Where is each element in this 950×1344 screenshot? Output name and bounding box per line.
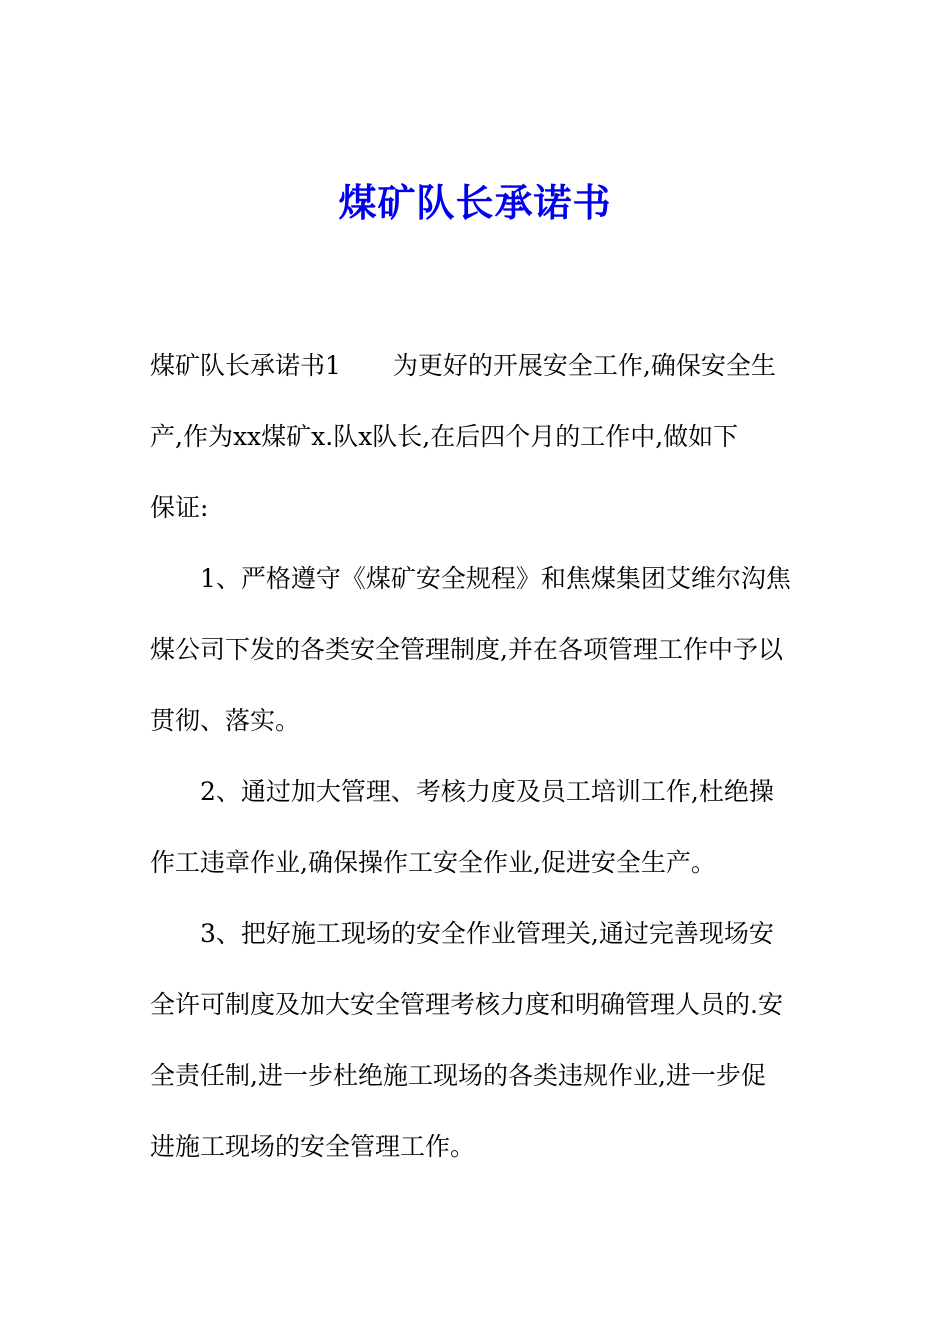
item3-line-1: 3、把好施工现场的安全作业管理关,通过完善现场安 [200, 919, 774, 948]
item1-line-2: 煤公司下发的各类安全管理制度,并在各项管理工作中予以 [150, 635, 783, 664]
intro-line-2: 产,作为xx煤矿x.队x队长,在后四个月的工作中,做如下 [150, 422, 739, 451]
intro-heading: 煤矿队长承诺书1 [150, 351, 341, 380]
intro-line-3: 保证: [150, 493, 209, 522]
intro-text-1: 为更好的开展安全工作,确保安全生 [392, 351, 776, 380]
item2-line-2: 作工违章作业,确保操作工安全作业,促进安全生产。 [150, 848, 716, 877]
item1-line-1: 1、严格遵守《煤矿安全规程》和焦煤集团艾维尔沟焦 [200, 564, 791, 593]
item1-line-3: 贯彻、落实。 [150, 706, 301, 735]
item2-line-1: 2、通过加大管理、考核力度及员工培训工作,杜绝操 [200, 777, 774, 806]
item3-line-4: 进施工现场的安全管理工作。 [150, 1132, 476, 1161]
item3-line-3: 全责任制,进一步杜绝施工现场的各类违规作业,进一步促 [150, 1061, 766, 1090]
document-title: 煤矿队长承诺书 [338, 180, 612, 225]
item3-line-2: 全许可制度及加大安全管理考核力度和明确管理人员的.安 [150, 990, 783, 1019]
intro-line-1 [150, 330, 805, 401]
document-body [150, 330, 805, 1182]
